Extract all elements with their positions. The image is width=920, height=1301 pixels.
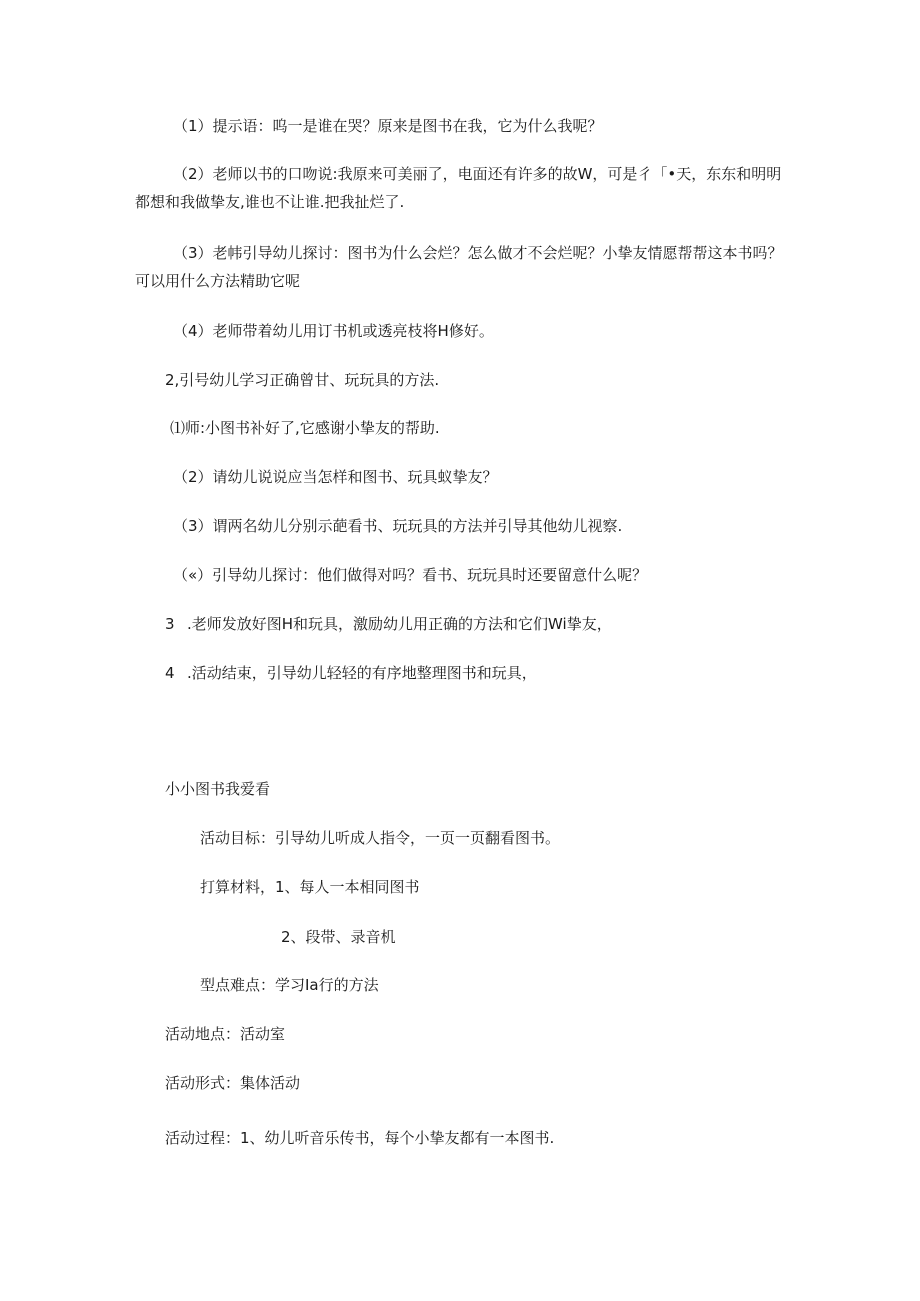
section-title: 小小图书我爱看 xyxy=(165,780,271,798)
list-item-2-1: ⑴师:小图书补好了,它感谢小挚友的帮助. xyxy=(170,419,440,437)
materials-line2: 2、段带、录音机 xyxy=(281,928,396,946)
materials-line1: 打算材料，1、每人一本相同图书 xyxy=(200,878,420,896)
paragraph-teacher-voice-line2: 都想和我做挚友,谁也不让谁.把我扯烂了. xyxy=(135,193,405,211)
paragraph-prompt: （1）提示语：呜一是谁在哭？原来是图书在我，它为什么我呢？ xyxy=(173,117,603,135)
list-item-3-text: .老师发放好图H和玩具，激励幼儿用正确的方法和它们Wi挚友， xyxy=(187,615,612,633)
list-item-2-4: （«）引导幼儿探讨：他们做得对吗？看书、玩玩具时还要留意什么呢？ xyxy=(173,566,648,584)
paragraph-teacher-voice-line1: （2）老师以书的口吻说:我原来可美丽了，电面还有许多的故W，可是彳「•天，东东和明明 xyxy=(173,165,782,183)
activity-form: 活动形式：集体活动 xyxy=(165,1074,301,1092)
activity-location: 活动地点：活动室 xyxy=(165,1025,286,1043)
paragraph-discussion-line1: （3）老帏引导幼儿探讨：图书为什么会烂？怎么做才不会烂呢？小挚友情愿帮帮这本书吗？ xyxy=(173,244,783,262)
list-item-2-2: （2）请幼儿说说应当怎样和图书、玩具蚁挚友？ xyxy=(173,468,498,486)
list-item-4-number: 4 xyxy=(165,664,175,682)
list-item-4-text: .活动结束，引导幼儿轻轻的有序地整理图书和玩具， xyxy=(187,664,537,682)
activity-process: 活动过程：1、幼儿听音乐传书，每个小挚友都有一本图书. xyxy=(165,1129,555,1147)
list-item-2: 2,引号幼儿学习正确曾甘、玩玩具的方法. xyxy=(165,371,440,389)
list-item-2-3: （3）谓两名幼儿分别示葩看书、玩玩具的方法并引导其他幼儿视察. xyxy=(173,517,623,535)
list-item-3-number: 3 xyxy=(165,615,175,633)
key-difficulty: 型点难点：学习Ia行的方法 xyxy=(200,976,379,994)
paragraph-repair: （4）老师带着幼儿用订书机或透亮枝将H修好。 xyxy=(173,322,494,340)
paragraph-discussion-line2: 可以用什么方法精助它呢 xyxy=(135,272,301,290)
activity-goal: 活动目标：引导幼儿听成人指令，一页一页翻看图书。 xyxy=(200,829,561,847)
